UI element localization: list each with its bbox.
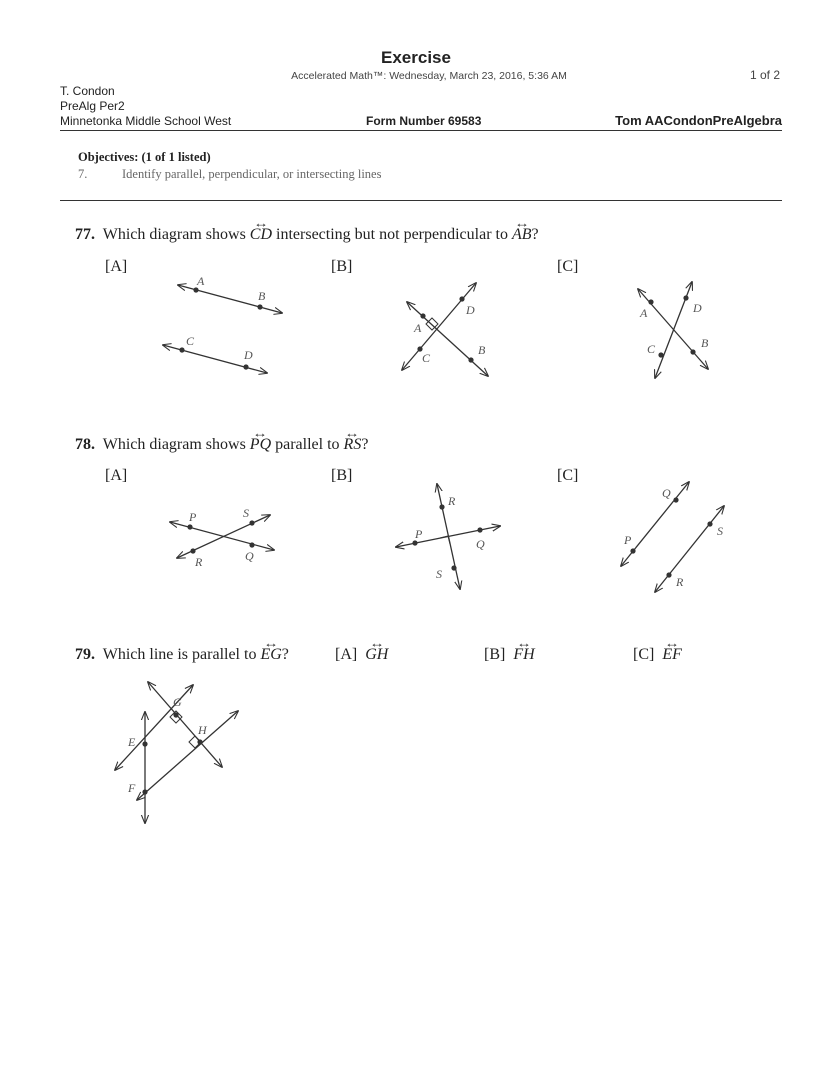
point-r [666, 572, 671, 577]
school-name: Minnetonka Middle School West [60, 114, 232, 128]
line-pq [621, 482, 689, 566]
q77-diagram-c [638, 282, 709, 378]
point-b [257, 304, 262, 309]
question-78 [75, 436, 368, 454]
question-79 [75, 646, 289, 664]
page-title: Exercise [381, 48, 451, 67]
objectives-heading: Objectives: (1 of 1 listed) [78, 150, 211, 164]
line-symbol: ↔ FH [513, 646, 534, 664]
point-p [630, 548, 635, 553]
point-c [658, 352, 663, 357]
label-a: A [414, 321, 422, 335]
question-text: ? [361, 436, 369, 453]
option-c[interactable]: [C] [557, 467, 579, 484]
q78-diagram-b [396, 484, 500, 589]
q78-diagram-c [621, 482, 724, 592]
q77-diagram-b [402, 283, 488, 376]
line-ab [407, 302, 488, 376]
point-p [412, 540, 417, 545]
line-symbol: ↔ GH [365, 646, 388, 664]
q77-diagrams [0, 260, 832, 400]
option-label: [B] [484, 646, 506, 663]
point-s [451, 565, 456, 570]
label-r: R [448, 494, 456, 508]
header-divider [60, 130, 782, 131]
point-q [477, 527, 482, 532]
student-name: Tom AACondonPreAlgebra [615, 113, 782, 128]
question-number: 79. [75, 646, 95, 663]
line-symbol: ↔ AB [512, 226, 532, 244]
option-c[interactable]: [C] [557, 258, 579, 275]
q79-diagram [100, 675, 300, 835]
option-a[interactable]: [A] [105, 467, 128, 484]
label-r: R [676, 575, 684, 589]
line-symbol: ↔ PQ [250, 436, 271, 454]
label-q: Q [476, 537, 485, 551]
label-s: S [243, 506, 249, 520]
line-symbol: ↔ EG [260, 646, 281, 664]
label-g: G [173, 695, 182, 709]
point-q [673, 497, 678, 502]
point-d [459, 296, 464, 301]
label-q: Q [245, 549, 254, 563]
point-b [690, 349, 695, 354]
label-s: S [436, 567, 442, 581]
label-a: A [197, 274, 205, 288]
label-c: C [647, 342, 656, 356]
point-r [190, 548, 195, 553]
label-r: R [195, 555, 203, 569]
label-a: A [640, 306, 648, 320]
page-subtitle: Accelerated Math™: Wednesday, March 23, 2016, 5:36 AM [291, 70, 567, 82]
line-rs [655, 506, 724, 592]
point-s [707, 521, 712, 526]
label-q: Q [662, 486, 671, 500]
question-text: Which line is parallel to [102, 646, 257, 663]
label-b: B [258, 289, 266, 303]
point-e [142, 741, 147, 746]
point-h [197, 739, 202, 744]
point-q [249, 542, 254, 547]
point-a [648, 299, 653, 304]
option-a[interactable]: [A] [105, 258, 128, 275]
point-b [468, 357, 473, 362]
option-b[interactable]: [B] [331, 258, 353, 275]
question-text: Which diagram shows [102, 436, 246, 453]
label-e: E [128, 735, 136, 749]
label-b: B [701, 336, 709, 350]
option-c[interactable] [633, 646, 682, 664]
point-d [243, 364, 248, 369]
point-g [173, 712, 178, 717]
question-77 [75, 226, 539, 244]
question-number: 78. [75, 436, 95, 453]
question-text: parallel to [275, 436, 340, 453]
label-p: P [189, 510, 197, 524]
line-gh [148, 682, 222, 767]
label-d: D [244, 348, 253, 362]
objective-text: Identify parallel, perpendicular, or intersecting lines [122, 167, 382, 181]
q77-diagram-a [163, 274, 282, 373]
question-text: ? [531, 226, 539, 243]
question-text: intersecting but not perpendicular to [276, 226, 508, 243]
question-text: Which diagram shows [102, 226, 246, 243]
question-number: 77. [75, 226, 95, 243]
option-b[interactable]: [B] [331, 467, 353, 484]
line-fh [137, 711, 238, 800]
q78-diagrams [0, 475, 832, 605]
line-symbol: ↔ EF [662, 646, 682, 664]
point-c [179, 347, 184, 352]
objective-number: 7. [78, 167, 88, 181]
label-c: C [422, 351, 431, 365]
option-label: [A] [335, 646, 358, 663]
question-text: ? [281, 646, 289, 663]
label-h: H [198, 723, 207, 737]
teacher-name: T. Condon [60, 84, 115, 98]
form-number: Form Number 69583 [366, 114, 482, 128]
label-s: S [717, 524, 723, 538]
line-symbol: ↔ CD [250, 226, 272, 244]
point-d [683, 295, 688, 300]
line-symbol: ↔ RS [344, 436, 362, 454]
option-label: [C] [633, 646, 655, 663]
label-p: P [624, 533, 632, 547]
label-d: D [466, 303, 475, 317]
q78-diagram-a [170, 506, 274, 569]
point-s [249, 520, 254, 525]
point-p [187, 524, 192, 529]
page-number: 1 of 2 [749, 68, 780, 82]
class-name: PreAlg Per2 [60, 99, 125, 113]
line-pq [170, 522, 274, 550]
label-c: C [186, 334, 195, 348]
point-r [439, 504, 444, 509]
option-a[interactable] [335, 646, 388, 664]
point-a [193, 287, 198, 292]
point-f [142, 789, 147, 794]
option-b[interactable] [484, 646, 535, 664]
point-a [420, 313, 425, 318]
right-angle-mark [440, 536, 450, 544]
label-f: F [128, 781, 136, 795]
label-b: B [478, 343, 486, 357]
label-d: D [693, 301, 702, 315]
label-p: P [415, 527, 423, 541]
objectives-divider [60, 200, 782, 201]
